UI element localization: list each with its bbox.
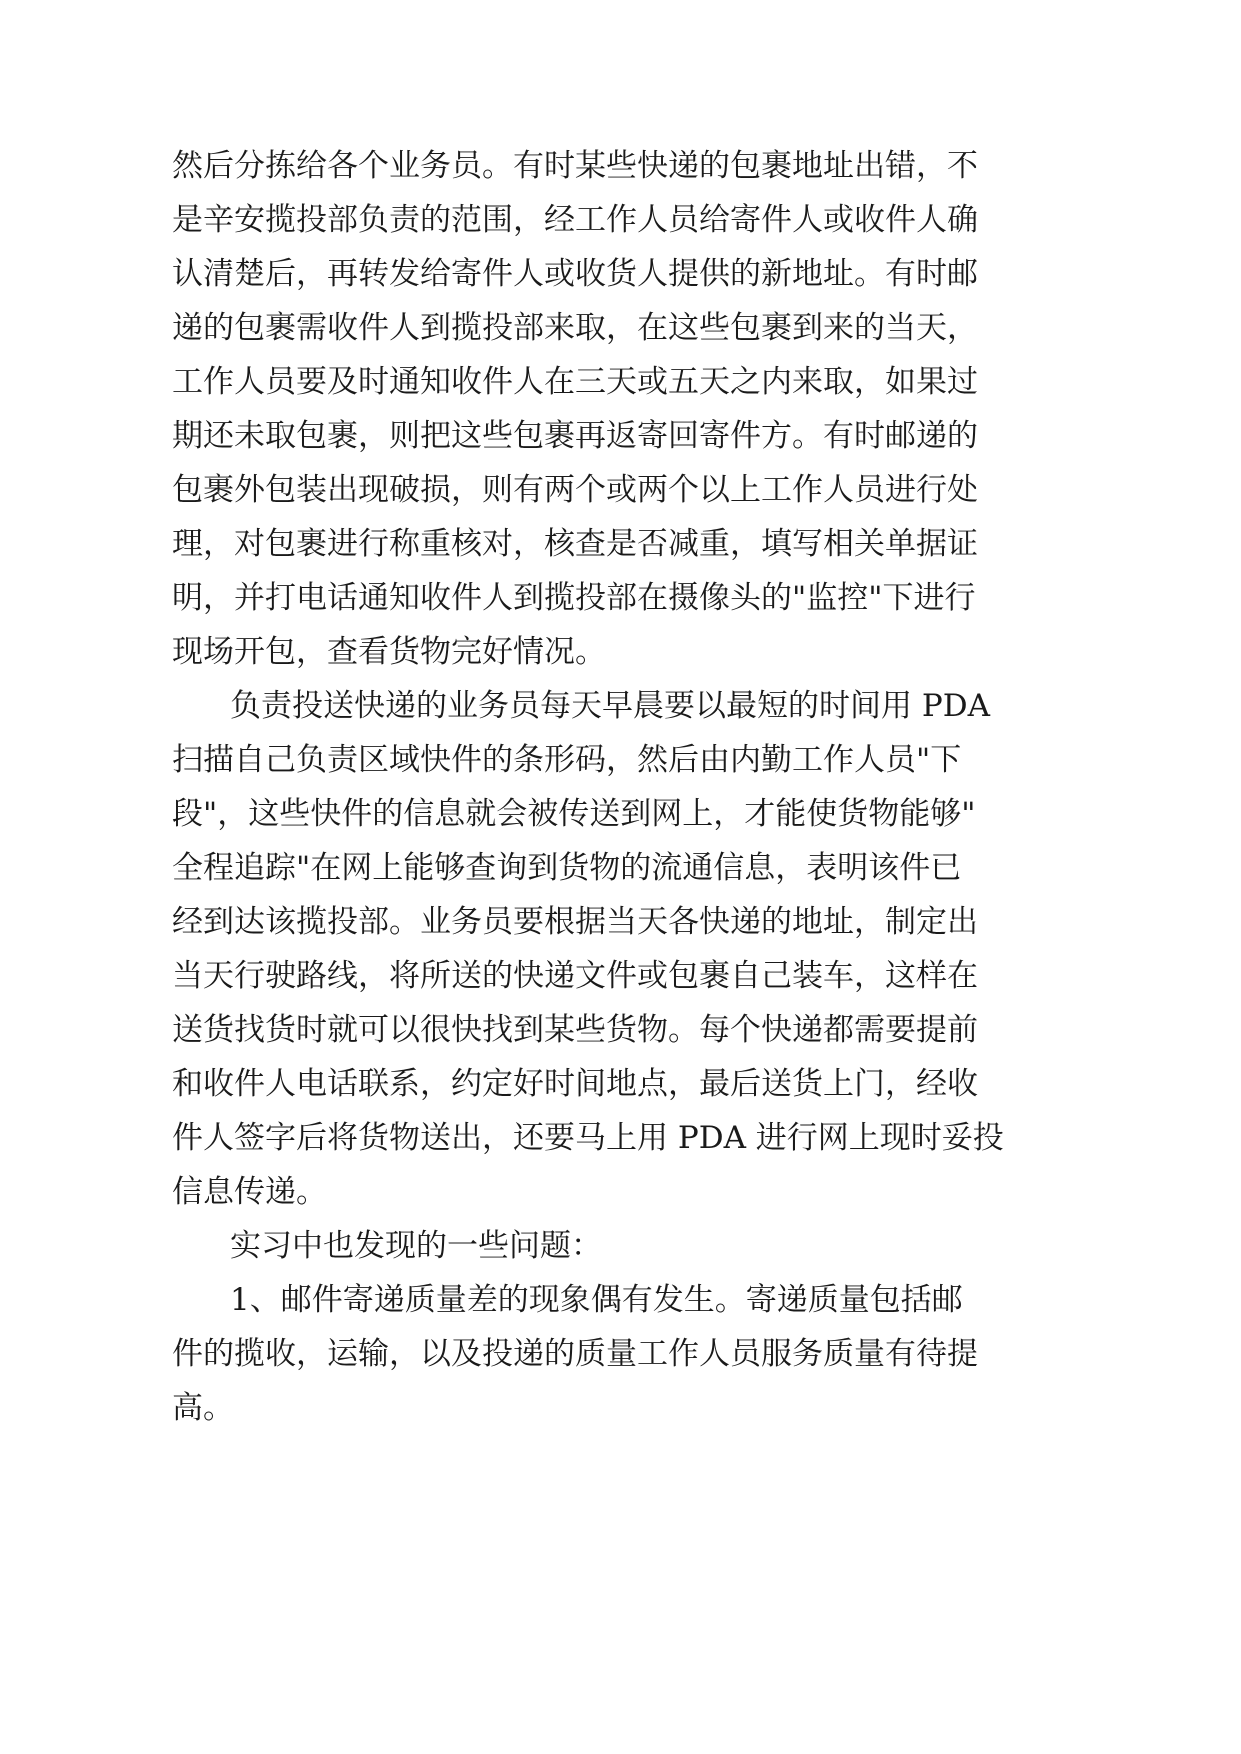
text-line: 段"，这些快件的信息就会被传送到网上，才能使货物能够" xyxy=(172,796,976,832)
text-line: 高。 xyxy=(172,1390,234,1426)
text-line: 现场开包，查看货物完好情况。 xyxy=(172,634,606,670)
text-line: 递的包裹需收件人到揽投部来取，在这些包裹到来的当天， xyxy=(172,310,978,346)
text-line: 然后分拣给各个业务员。有时某些快递的包裹地址出错，不 xyxy=(172,148,978,184)
text-line: 信息传递。 xyxy=(172,1174,327,1210)
text-line: 理，对包裹进行称重核对，核查是否减重，填写相关单据证 xyxy=(172,526,978,562)
text-line: 和收件人电话联系，约定好时间地点，最后送货上门，经收 xyxy=(172,1066,978,1102)
text-line: 工作人员要及时通知收件人在三天或五天之内来取，如果过 xyxy=(172,364,978,400)
text-line: 送货找货时就可以很快找到某些货物。每个快递都需要提前 xyxy=(172,1012,978,1048)
text-line: 当天行驶路线，将所送的快递文件或包裹自己装车，这样在 xyxy=(172,958,978,994)
text-line: 实习中也发现的一些问题： xyxy=(230,1228,602,1264)
text-line: 全程追踪"在网上能够查询到货物的流通信息，表明该件已 xyxy=(172,850,962,886)
text-line: 经到达该揽投部。业务员要根据当天各快递的地址，制定出 xyxy=(172,904,978,940)
text-line: 明，并打电话通知收件人到揽投部在摄像头的"监控"下进行 xyxy=(172,580,976,616)
text-line: 件的揽收，运输，以及投递的质量工作人员服务质量有待提 xyxy=(172,1336,978,1372)
text-line: 1、邮件寄递质量差的现象偶有发生。寄递质量包括邮 xyxy=(230,1282,963,1318)
text-line: 件人签字后将货物送出，还要马上用 PDA 进行网上现时妥投 xyxy=(172,1120,1004,1156)
text-line: 是辛安揽投部负责的范围，经工作人员给寄件人或收件人确 xyxy=(172,202,978,238)
text-line: 扫描自己负责区域快件的条形码，然后由内勤工作人员"下 xyxy=(172,742,962,778)
text-line: 认清楚后，再转发给寄件人或收货人提供的新地址。有时邮 xyxy=(172,256,978,292)
text-line: 负责投送快递的业务员每天早晨要以最短的时间用 PDA xyxy=(230,688,990,724)
text-line: 期还未取包裹，则把这些包裹再返寄回寄件方。有时邮递的 xyxy=(172,418,978,454)
text-line: 包裹外包装出现破损，则有两个或两个以上工作人员进行处 xyxy=(172,472,978,508)
